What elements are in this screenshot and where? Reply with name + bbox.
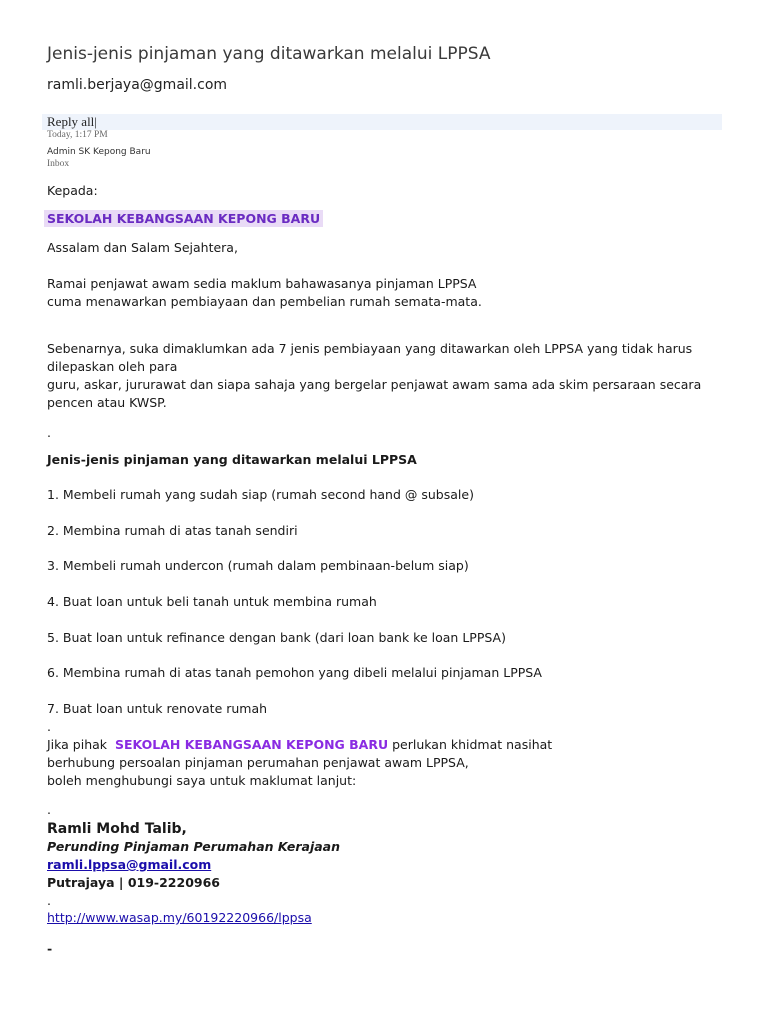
- closing-line1: [47, 736, 552, 754]
- para1-line1: Ramai penjawat awam sedia maklum bahawasanya pinjaman LPPSA: [47, 276, 477, 291]
- list-item: 2. Membina rumah di atas tanah sendiri: [47, 523, 298, 538]
- email-subject: Jenis-jenis pinjaman yang ditawarkan melalui LPPSA: [47, 44, 491, 64]
- signature-title: Perunding Pinjaman Perumahan Kerajaan: [47, 839, 341, 854]
- list-item: 5. Buat loan untuk refinance dengan bank (dari loan bank ke loan LPPSA): [47, 630, 506, 645]
- list-item: 1. Membeli rumah yang sudah siap (rumah second hand @ subsale): [47, 487, 474, 502]
- signature-name: Ramli Mohd Talib,: [47, 821, 187, 837]
- closing-school: SEKOLAH KEBANGSAAN KEPONG BARU: [115, 737, 389, 752]
- separator-dot: .: [47, 719, 51, 734]
- separator-dot: .: [47, 802, 51, 817]
- para2-line3: guru, askar, jururawat dan siapa sahaja yang bergelar penjawat awam sama ada skim persaraan secara: [47, 377, 702, 392]
- end-mark: -: [47, 941, 53, 956]
- closing-prefix: Jika pihak: [47, 737, 108, 752]
- list-item: 4. Buat loan untuk beli tanah untuk membina rumah: [47, 594, 377, 609]
- recipient-school: SEKOLAH KEBANGSAAN KEPONG BARU: [44, 210, 323, 227]
- list-title: Jenis-jenis pinjaman yang ditawarkan melalui LPPSA: [47, 452, 417, 467]
- para1-line2: cuma menawarkan pembiayaan dan pembelian rumah semata-mata.: [47, 294, 482, 309]
- closing-suffix: perlukan khidmat nasihat: [392, 737, 553, 752]
- to-label: Kepada:: [47, 183, 98, 198]
- list-item: 7. Buat loan untuk renovate rumah: [47, 701, 268, 716]
- separator-dot: .: [47, 893, 51, 908]
- wasap-link[interactable]: http://www.wasap.my/60192220966/lppsa: [47, 910, 312, 925]
- para2-line1: Sebenarnya, suka dimaklumkan ada 7 jenis pembiayaan yang ditawarkan oleh LPPSA yang tidak harus: [47, 341, 693, 356]
- from-name: Admin SK Kepong Baru: [47, 147, 151, 157]
- para2-line4: pencen atau KWSP.: [47, 395, 167, 410]
- closing-line2: berhubung persoalan pinjaman perumahan penjawat awam LPPSA,: [47, 755, 469, 770]
- closing-line3: boleh menghubungi saya untuk maklumat lanjut:: [47, 773, 357, 788]
- folder-label: Inbox: [47, 159, 70, 169]
- signature-contact: Putrajaya | 019-2220966: [47, 875, 220, 890]
- reply-all-button[interactable]: Reply all|: [47, 114, 97, 129]
- signature-email-link[interactable]: ramli.lppsa@gmail.com: [47, 857, 212, 872]
- list-item: 6. Membina rumah di atas tanah pemohon yang dibeli melalui pinjaman LPPSA: [47, 665, 542, 680]
- para2-line2: dilepaskan oleh para: [47, 359, 178, 374]
- email-time: Today, 1:17 PM: [47, 130, 108, 140]
- separator-dot: .: [47, 425, 51, 440]
- sender-email[interactable]: ramli.berjaya@gmail.com: [47, 77, 228, 93]
- list-item: 3. Membeli rumah undercon (rumah dalam pembinaan-belum siap): [47, 558, 469, 573]
- reply-toolbar: [42, 114, 722, 130]
- greeting: Assalam dan Salam Sejahtera,: [47, 240, 238, 255]
